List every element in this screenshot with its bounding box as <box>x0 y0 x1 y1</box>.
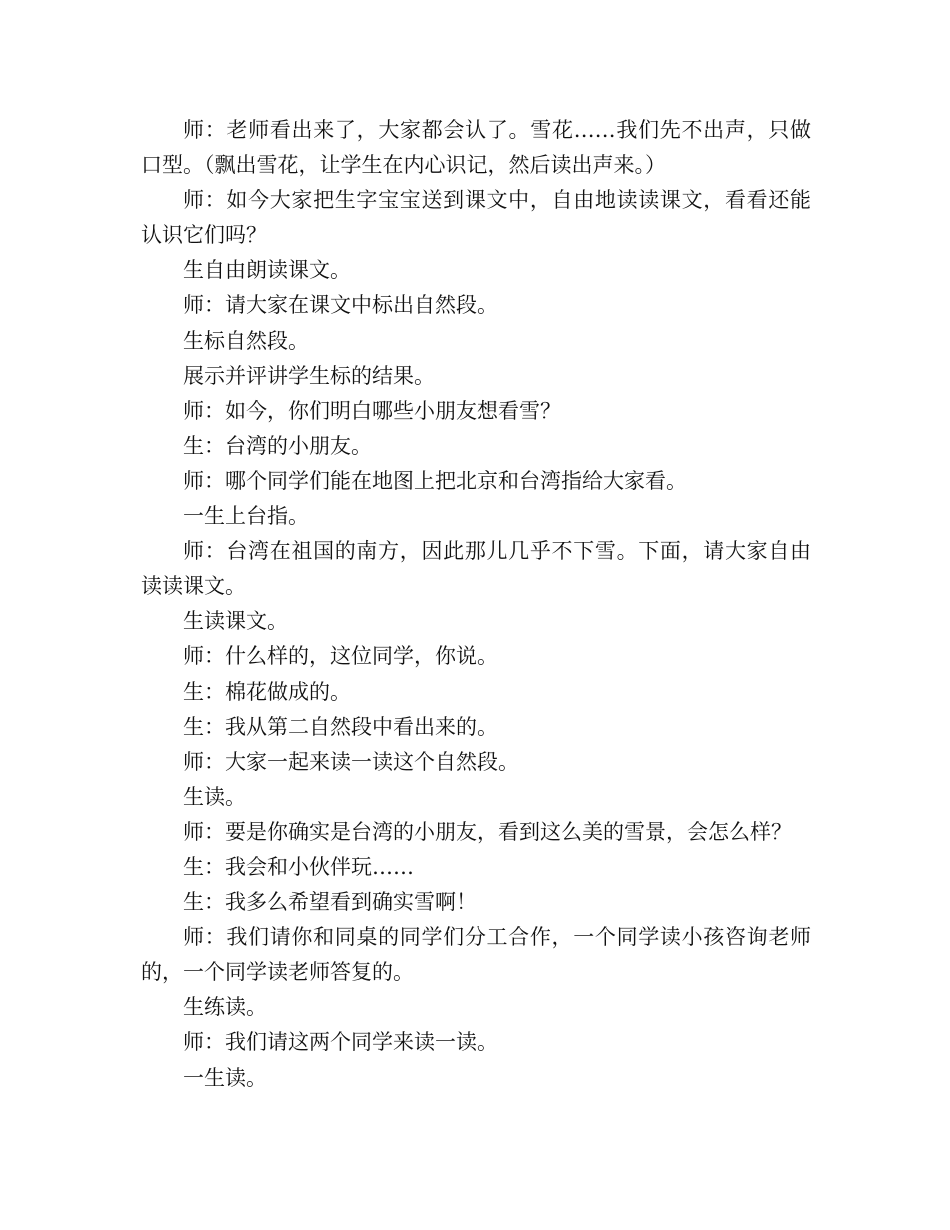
paragraph-9: 师：哪个同学们能在地图上把北京和台湾指给大家看。 <box>183 468 687 493</box>
paragraph-6: 展示并评讲学生标的结果。 <box>183 363 435 388</box>
paragraph-10: 一生上台指。 <box>183 504 309 529</box>
paragraph-7: 师：如今，你们明白哪些小朋友想看雪？ <box>183 398 561 423</box>
paragraph-1: 师：老师看出来了，大家都会认了。雪花……我们先不出声，只做口型。（飘出雪花，让学生在内心识记，然后读出声来。） <box>141 118 811 178</box>
paragraph-22: 生练读。 <box>183 995 267 1020</box>
paragraph-16: 师：大家一起来读一读这个自然段。 <box>183 749 519 774</box>
paragraph-4: 师：请大家在课文中标出自然段。 <box>183 293 498 318</box>
paragraph-14: 生：棉花做成的。 <box>183 679 351 704</box>
paragraph-15: 生：我从第二自然段中看出来的。 <box>183 714 498 739</box>
paragraph-3: 生自由朗读课文。 <box>183 258 351 283</box>
paragraph-13: 师：什么样的，这位同学，你说。 <box>183 644 498 669</box>
paragraph-21: 师：我们请你和同桌的同学们分工合作，一个同学读小孩咨询老师的，一个同学读老师答复的。 <box>141 925 811 985</box>
document-body <box>141 113 811 1096</box>
paragraph-2: 师：如今大家把生字宝宝送到课文中，自由地读读课文，看看还能认识它们吗？ <box>141 188 811 248</box>
paragraph-8: 生：台湾的小朋友。 <box>183 433 372 458</box>
paragraph-5: 生标自然段。 <box>183 328 309 353</box>
paragraph-20: 生：我多么希望看到确实雪啊！ <box>183 890 477 915</box>
paragraph-17: 生读。 <box>183 784 246 809</box>
paragraph-18: 师：要是你确实是台湾的小朋友，看到这么美的雪景，会怎么样？ <box>183 819 792 844</box>
paragraph-12: 生读课文。 <box>183 609 288 634</box>
paragraph-19: 生：我会和小伙伴玩…… <box>183 854 414 879</box>
paragraph-11: 师：台湾在祖国的南方，因此那儿几乎不下雪。下面，请大家自由读读课文。 <box>141 539 811 599</box>
paragraph-23: 师：我们请这两个同学来读一读。 <box>183 1030 498 1055</box>
paragraph-24: 一生读。 <box>183 1065 267 1090</box>
